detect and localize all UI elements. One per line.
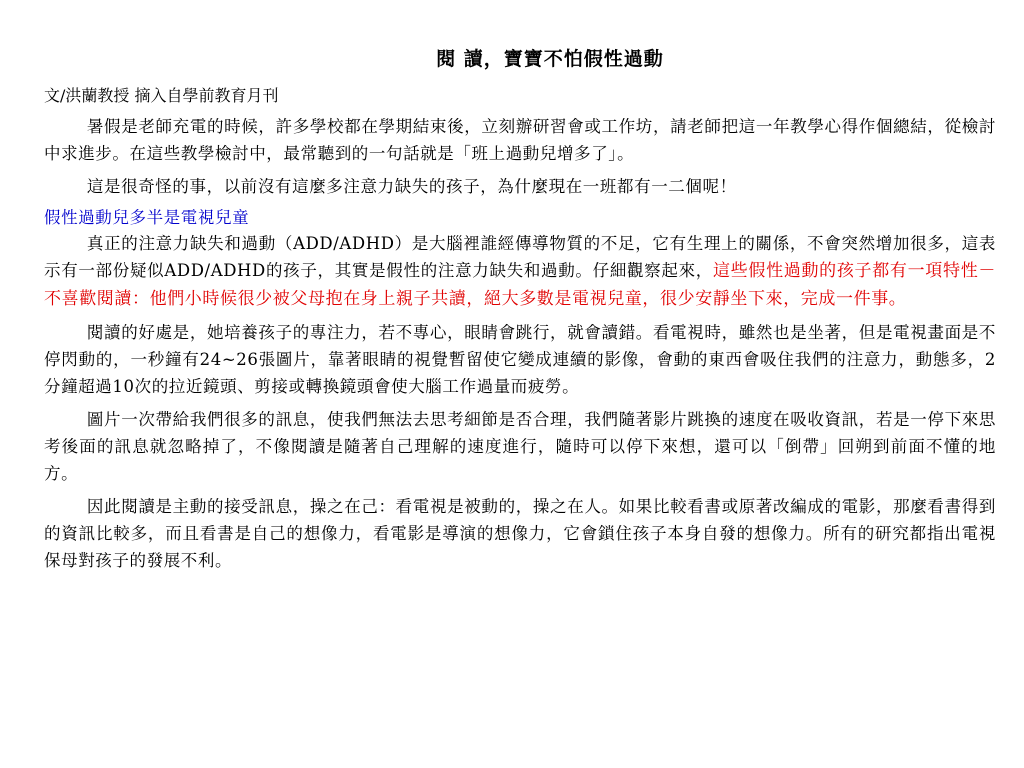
paragraph-intro: 暑假是老師充電的時候，許多學校都在學期結束後，立刻辦研習會或工作坊，請老師把這一年教學心得作個總結，從檢討中求進步。在這些教學檢討中，最常聽到的一句話就是「班上過動兒增多了」。	[44, 117, 996, 163]
paragraph-conclusion: 因此閱讀是主動的接受訊息，操之在己：看電視是被動的，操之在人。如果比較看書或原著改編成的電影，那麼看書得到的資訊比較多，而且看書是自己的想像力，看電影是導演的想像力，它會鎖住孩子本身自發的想像力。所有的研究都指出電視保母對孩子的發展不利。	[44, 497, 996, 570]
author-byline: 文/洪蘭教授 摘入自學前教育月刊	[44, 86, 279, 105]
section-heading: 假性過動兒多半是電視兒童	[44, 208, 250, 227]
paragraph-reading-benefits: 閱讀的好處是，她培養孩子的專注力，若不專心，眼睛會跳行，就會讀錯。看電視時，雖然也是坐著，但是電視畫面是不停閃動的，一秒鐘有24~26張圖片，靠著眼睛的視覺暫留使它變成連續的影像，會動的東西會吸住我們的注意力，動態多，2分鐘超過10次的拉近鏡頭、剪接或轉換鏡頭會使大腦工作過量而疲勞。	[44, 323, 996, 396]
paragraph-adhd-text: 真正的注意力缺失和過動（ADD/ADHD）是大腦裡誰經傳導物質的不足，它有生理上的關係，不會突然增加很多，這表示有一部份疑似ADD/ADHD的孩子，其實是假性的注意力缺失和過動。仔細觀察起來，	[44, 234, 996, 280]
page-title: 閱 讀，寶寶不怕假性過動	[436, 48, 664, 70]
paragraph-adhd	[44, 230, 996, 313]
paragraph-images: 圖片一次帶給我們很多的訊息，使我們無法去思考細節是否合理，我們隨著影片跳換的速度在吸收資訊，若是一停下來思考後面的訊息就忽略掉了，不像閱讀是隨著自己理解的速度進行，隨時可以停下來想，還可以「倒帶」回朔到前面不懂的地方。	[44, 410, 996, 483]
paragraph-question: 這是很奇怪的事，以前沒有這麼多注意力缺失的孩子，為什麼現在一班都有一二個呢！	[86, 177, 737, 196]
highlighted-text: 這些假性過動的孩子都有一項特性－不喜歡閱讀：他們小時候很少被父母抱在身上親子共讀，絕大多數是電視兒童，很少安靜坐下來，完成一件事。	[44, 261, 996, 309]
